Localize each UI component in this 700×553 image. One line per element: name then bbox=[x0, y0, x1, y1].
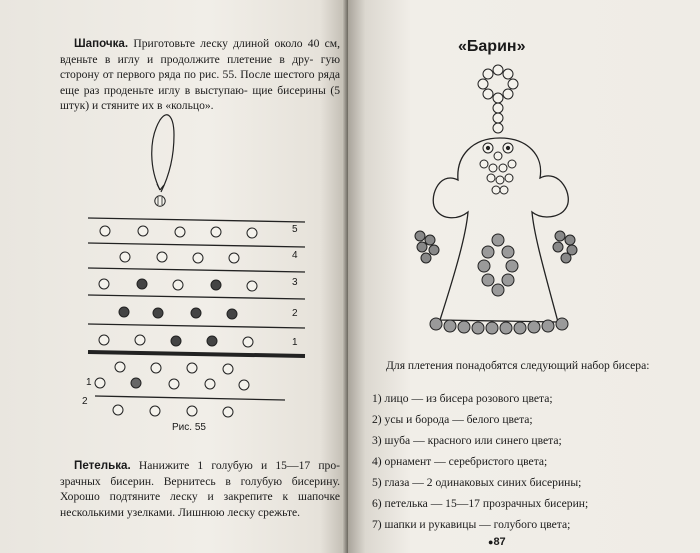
material-item: 5) глаза — 2 одинаковых синих бисерины; bbox=[372, 476, 582, 489]
material-item: 1) лицо — из бисера розового цвета; bbox=[372, 392, 553, 405]
beads-row-5 bbox=[100, 226, 257, 238]
left-mitten-beads bbox=[415, 231, 439, 263]
loop-line-3: Хорошо подтяните леску и закрепите к шапочке bbox=[60, 490, 340, 503]
material-item: 3) шуба — красного или синего цвета; bbox=[372, 434, 562, 447]
row-label-left-2: 2 bbox=[82, 396, 88, 407]
material-item: 2) усы и борода — белого цвета; bbox=[372, 413, 533, 426]
loop-heading: Петелька. bbox=[74, 459, 131, 472]
left-page bbox=[0, 0, 348, 553]
beads-lower-rows bbox=[95, 362, 249, 417]
materials-intro-line-1: Для плетения понадобятся следующий набор bbox=[386, 359, 610, 372]
right-mitten-beads bbox=[553, 231, 577, 263]
hat-line-4: шестого ряда еще раз проденьте иглу в выступаю- bbox=[60, 68, 340, 97]
materials-intro bbox=[372, 358, 662, 374]
page-number: ●87 bbox=[488, 536, 506, 548]
beads-row-3 bbox=[99, 279, 257, 291]
loop-line-2: зрачных бисерин. Вернитесь в голубую бисерину. bbox=[60, 474, 340, 488]
material-item: 7) шапки и рукавицы — голубого цвета; bbox=[372, 518, 571, 531]
beads-row-4 bbox=[120, 252, 239, 263]
barin-figure bbox=[348, 60, 700, 360]
row-label-left-1: 1 bbox=[86, 377, 92, 388]
beads-row-2 bbox=[119, 307, 237, 319]
hat-line-5: щие бисерины (5 штук) и стяните их в «кольцо». bbox=[60, 83, 340, 112]
materials-intro-line-2: бисера: bbox=[612, 359, 650, 372]
page-title: «Барин» bbox=[458, 38, 526, 55]
face-beads bbox=[480, 143, 516, 194]
material-item: 6) петелька — 15—17 прозрачных бисерин; bbox=[372, 497, 589, 510]
hat-line-3: гую сторону от первого ряда по рис. 55. После bbox=[60, 52, 340, 81]
top-bead bbox=[155, 196, 165, 206]
loop-line-1: Нанижите 1 голубую и 15—17 про- bbox=[138, 459, 340, 472]
hat-line-2: 40 см, вденьте в иглу и продолжите плетение в дру- bbox=[60, 37, 341, 66]
loop-line-4: несколькими узелками. Лишнюю леску срежьте. bbox=[60, 505, 301, 519]
hat-line-1: Приготовьте леску длиной около bbox=[133, 37, 303, 50]
hat-heading: Шапочка. bbox=[74, 37, 129, 50]
loop-instructions bbox=[60, 458, 340, 520]
row-label-5: 5 bbox=[292, 224, 298, 235]
beads-row-1 bbox=[99, 335, 253, 347]
hanging-loop bbox=[478, 65, 518, 133]
row-label-3: 3 bbox=[292, 277, 298, 288]
row-label-2: 2 bbox=[292, 308, 298, 319]
figure-caption: Рис. 55 bbox=[172, 422, 206, 433]
loop-thread bbox=[152, 115, 174, 192]
material-item: 4) орнамент — серебристого цвета; bbox=[372, 455, 548, 468]
page-number-value: 87 bbox=[493, 536, 506, 548]
row-label-1: 1 bbox=[292, 337, 298, 348]
row-label-4: 4 bbox=[292, 250, 298, 261]
